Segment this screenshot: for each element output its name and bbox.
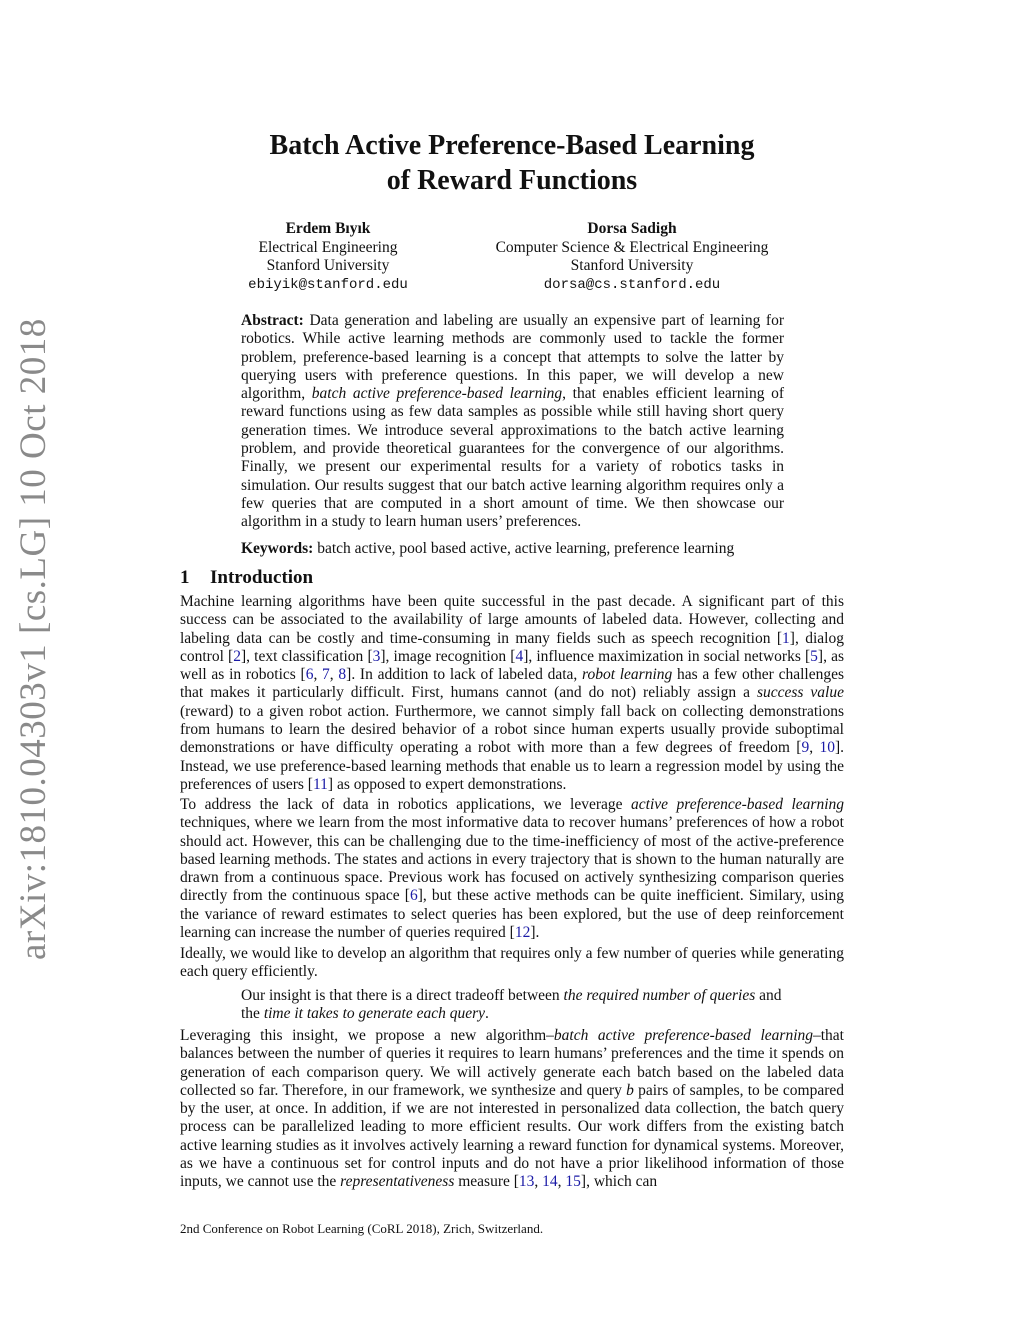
- text: and the: [241, 987, 782, 1023]
- text: Leveraging this insight, we propose a new algorithm–: [180, 1027, 554, 1044]
- paper-title: [0, 128, 1024, 198]
- author-department: Computer Science & Electrical Engineering: [495, 238, 769, 256]
- text: ], but these active methods can be quite inefficient. Similary, using the variance of reward estimates to select queries has been explored, but the use of deep reinforcement learning can increase the number of queries required [: [180, 887, 844, 942]
- citation-link[interactable]: 14: [542, 1173, 558, 1191]
- citation-link[interactable]: 15: [565, 1173, 581, 1191]
- text: ,: [809, 739, 820, 757]
- insight-statement: [241, 987, 801, 1024]
- emphasis: time it takes to generate each query: [263, 1005, 486, 1023]
- text: Our insight is that there is a direct tradeoff between: [241, 987, 564, 1004]
- author-department: Electrical Engineering: [258, 238, 398, 256]
- paragraph-1: [180, 593, 844, 794]
- section-heading: [180, 567, 313, 589]
- citation-link[interactable]: 5: [810, 647, 818, 665]
- text: Machine learning algorithms have been quite successful in the past decade. A significant part of this success can be associated to the availability of large amounts of labeled data. However, collecting and labeling data can be costly and time-consuming in many fields such as speech recognition [: [180, 593, 844, 647]
- author-block-1: [228, 220, 428, 294]
- text: pairs of samples, to be compared by the user, at once. In addition, if we are not interested in personalized data collection, the batch query process can be parallelized leading to more efficient results. Our work differs from the existing batch active learning studies as it involves actively learning a reward function for dynamical systems. Moreover, as we have a continuous set for control inputs and do not have a prior likelihood information of those inputs, we cannot use the: [180, 1081, 844, 1191]
- citation-link[interactable]: 9: [801, 739, 810, 757]
- text: .: [485, 1005, 489, 1023]
- citation-link[interactable]: 6: [409, 887, 418, 905]
- citation-link[interactable]: 13: [518, 1173, 535, 1191]
- conference-footnote: 2nd Conference on Robot Learning (CoRL 2018), Zrich, Switzerland.: [180, 1221, 544, 1236]
- citation-link[interactable]: 1: [782, 629, 790, 647]
- text: ], text classification [: [240, 647, 373, 665]
- text: ], dialog control [: [180, 629, 844, 665]
- text: ]. Instead, we use preference-based learning methods that enable us to learn a regression model by using the preferences of users [: [180, 739, 844, 793]
- abstract-text-cont: , that enables efficient learning of reward functions using as few data samples as possible while still having short query generation times. We introduce several approximations to the batch active learning problem, and provide theoretical guarantees for the convergence of our algorithms. Finally, we present our experimental results for a variety of robotics tasks in simulation. Our results suggest that our batch active learning algorithm requires only a few queries that are computed in a short amount of time. We then showcase our algorithm in a study to learn human users’ preferences.: [241, 385, 784, 531]
- text: ,: [329, 666, 339, 684]
- text: techniques, where we learn from the most informative data to recover humans’ preferences of how a robot should act. However, this can be challenging due to the time-inefficiency of most of the active-preference based learning methods. The states and actions in every trajectory that is shown to the human naturally are drawn from a continuous space. Previous work has focused on actively synthesizing comparison queries directly from the continuous space [: [180, 814, 844, 905]
- text: ].: [530, 924, 540, 942]
- text: has a few other challenges that makes it particularly difficult. First, humans cannot (and do not) reliably assign a: [180, 666, 844, 702]
- text: ]. In addition to lack of labeled data,: [346, 666, 582, 684]
- text: ], image recognition [: [380, 647, 516, 665]
- text: ,: [534, 1173, 543, 1191]
- keywords: [241, 540, 784, 558]
- section-title: Introduction: [210, 567, 314, 588]
- paragraph-3: Ideally, we would like to develop an algorithm that requires only a few number of queries while generating each query efficiently.: [180, 945, 844, 981]
- author-name: Erdem Bıyık: [285, 220, 371, 237]
- author-block-2: [462, 220, 802, 294]
- citation-link[interactable]: 3: [372, 647, 381, 665]
- emphasis: the required number of queries: [563, 987, 756, 1004]
- text: ,: [313, 666, 323, 684]
- emphasis: success value: [756, 684, 844, 702]
- author-university: Stanford University: [570, 257, 694, 274]
- arxiv-stamp: arXiv:1810.04303v1 [cs.LG] 10 Oct 2018: [13, 318, 54, 960]
- citation-link[interactable]: 7: [322, 666, 330, 684]
- text: ] as opposed to expert demonstrations.: [327, 775, 567, 793]
- abstract-emphasis: batch active preference-based learning: [311, 385, 563, 403]
- emphasis: b: [626, 1081, 634, 1099]
- paragraph-4: [180, 1027, 844, 1192]
- author-name: Dorsa Sadigh: [587, 220, 677, 237]
- text: –that balances between the number of queries it requires to learn humans’ preferences and the time it spends on generation of each comparison query. We will actively generate each batch based on the labeled data collected so far. Therefore, in our framework, we synthesize and query: [180, 1027, 844, 1099]
- author-email[interactable]: ebiyik@stanford.edu: [248, 276, 408, 293]
- text: ], as well as in robotics [: [180, 647, 845, 684]
- abstract-text: Data generation and labeling are usually an expensive part of learning for robotics. While active learning methods are commonly used to tackle the former problem, preference-based learning is a concept that attempts to solve the latter by querying users with preference questions. In this paper, we will develop a new algorithm,: [241, 312, 785, 403]
- citation-link[interactable]: 11: [312, 775, 328, 793]
- emphasis: active preference-based learning: [631, 796, 844, 813]
- emphasis: robot learning: [582, 666, 673, 684]
- abstract: [241, 312, 784, 532]
- text: (reward) to a given robot action. Furthermore, we cannot simply fall back on collecting demonstrations from humans to learn the desired behavior of a robot since human experts usually provide suboptimal demonstrations or have difficulty operating a robot with more than a few degrees of freedom [: [180, 702, 844, 757]
- section-number: 1: [180, 567, 190, 588]
- keywords-text: batch active, pool based active, active learning, preference learning: [317, 540, 735, 557]
- emphasis: representativeness: [340, 1173, 455, 1191]
- title-line-1: Batch Active Preference-Based Learning: [269, 130, 755, 161]
- citation-link[interactable]: 6: [305, 666, 314, 684]
- abstract-label: Abstract:: [241, 312, 304, 329]
- text: ,: [557, 1173, 566, 1191]
- citation-link[interactable]: 12: [514, 924, 531, 942]
- keywords-label: Keywords:: [241, 540, 314, 557]
- paragraph-2: [180, 796, 844, 942]
- citation-link[interactable]: 4: [515, 647, 524, 665]
- author-email[interactable]: dorsa@cs.stanford.edu: [543, 276, 721, 293]
- text: ], influence maximization in social networks [: [523, 647, 811, 665]
- emphasis: batch active preference-based learning: [553, 1027, 813, 1044]
- citation-link[interactable]: 8: [338, 666, 347, 684]
- citation-link[interactable]: 10: [819, 739, 835, 757]
- text: measure [: [454, 1173, 519, 1191]
- author-university: Stanford University: [266, 257, 390, 274]
- citation-link[interactable]: 2: [233, 647, 241, 665]
- text: To address the lack of data in robotics applications, we leverage: [180, 796, 632, 813]
- text: ], which can: [580, 1173, 658, 1191]
- title-line-2: of Reward Functions: [386, 165, 638, 196]
